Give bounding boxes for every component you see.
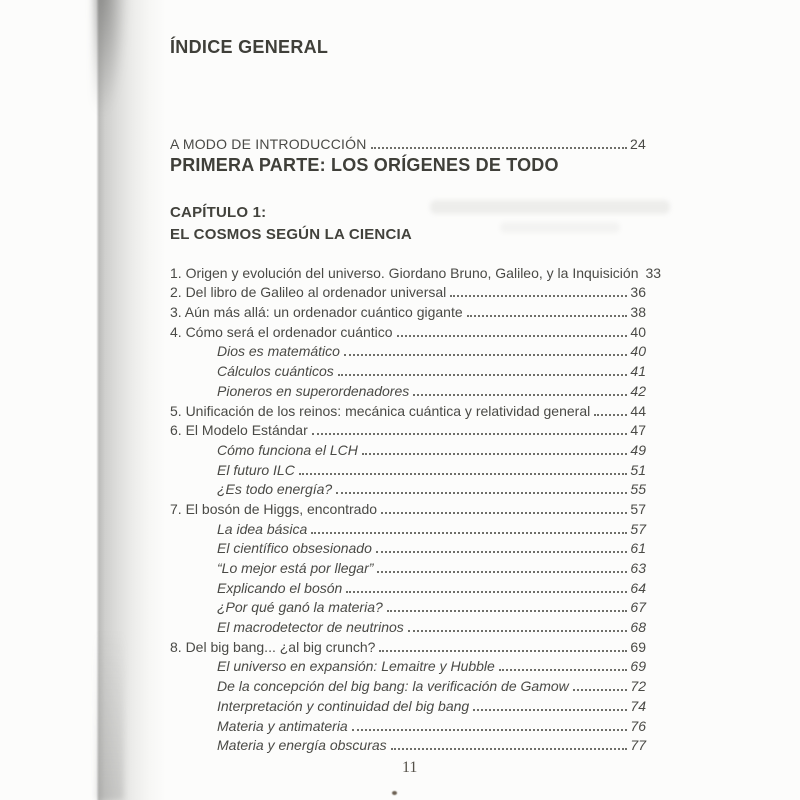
toc-entry <box>170 261 662 281</box>
toc-entry <box>170 458 646 478</box>
dot-leader <box>362 453 628 455</box>
toc-entry-page: 68 <box>630 619 646 636</box>
toc-entry-page: 36 <box>630 284 646 301</box>
toc-intro-entry <box>170 136 646 152</box>
toc-entry <box>170 596 646 616</box>
toc-entry-label: El macrodetector de neutrinos <box>217 619 404 636</box>
toc-entry-page: 76 <box>630 717 646 734</box>
toc-entry-page: 77 <box>630 737 646 754</box>
dot-leader <box>391 748 628 750</box>
toc-entry-page: 49 <box>630 441 646 458</box>
toc-entry-label: Cálculos cuánticos <box>217 363 334 380</box>
toc-entry-page: 69 <box>630 638 646 655</box>
toc-entry-label: Materia y antimateria <box>217 717 348 734</box>
toc-entry <box>170 537 646 557</box>
toc-entry-label: 6. El Modelo Estándar <box>170 422 308 439</box>
toc-entry-page: 33 <box>645 264 662 281</box>
toc-entry <box>170 655 646 675</box>
toc-entry-page: 57 <box>630 500 646 517</box>
toc-entry-label: 2. Del libro de Galileo al ordenador universal <box>170 284 447 301</box>
toc-entry-label: Explicando el bosón <box>217 579 343 596</box>
toc-entry-page: 47 <box>630 422 646 439</box>
chapter-heading-line2: EL COSMOS SEGÚN LA CIENCIA <box>170 225 412 243</box>
toc-entry-label: 4. Cómo será el ordenador cuántico <box>170 323 393 340</box>
footer-page-number: 11 <box>402 759 418 776</box>
toc-entry-page: 40 <box>630 323 646 340</box>
toc-entry <box>170 281 646 301</box>
toc-entry-page: 41 <box>630 363 646 380</box>
toc-entry <box>170 615 646 635</box>
toc-entry-label: El universo en expansión: Lemaitre y Hubble <box>217 658 495 675</box>
dot-leader <box>381 512 627 514</box>
toc-entry <box>170 734 646 754</box>
toc-entry-label: Cómo funciona el LCH <box>217 441 358 458</box>
part-heading: PRIMERA PARTE: LOS ORÍGENES DE TODO <box>170 155 559 175</box>
toc-entry-label: Pioneros en superordenadores <box>217 382 410 399</box>
toc-entry-page: 67 <box>630 599 646 616</box>
toc-entry-label: Dios es matemático <box>217 343 340 360</box>
dot-leader <box>377 571 627 573</box>
toc-entry-label: El científico obsesionado <box>217 540 372 557</box>
dot-leader <box>408 630 628 632</box>
toc-entry <box>170 438 646 458</box>
toc-entry <box>170 576 646 596</box>
toc-entry-page: 38 <box>630 304 646 321</box>
toc-entry-page: 51 <box>630 461 646 478</box>
toc-entry-page: 42 <box>630 382 646 399</box>
dot-leader <box>473 709 627 711</box>
toc-entry <box>170 300 646 320</box>
toc-entry-label: “Lo mejor está por llegar” <box>217 560 374 576</box>
toc-entry-label: La idea básica <box>217 520 308 537</box>
toc-entry <box>170 694 646 714</box>
toc-entry-label: 3. Aún más allá: un ordenador cuántico gigante <box>170 304 463 321</box>
toc-entry-page: 74 <box>630 697 646 714</box>
chapter-heading-line1: CAPÍTULO 1: <box>170 204 267 221</box>
bleed-through-artifact <box>430 200 670 214</box>
toc-entry-label: 8. Del big bang... ¿al big crunch? <box>170 638 376 655</box>
toc-entry <box>170 340 646 360</box>
toc-entry-label: A MODO DE INTRODUCCIÓN <box>170 136 367 152</box>
bleed-through-artifact <box>500 222 620 233</box>
dot-leader <box>594 414 627 416</box>
dot-leader <box>413 394 627 396</box>
toc-entry <box>170 714 646 734</box>
toc-entry <box>170 517 646 537</box>
dot-leader <box>336 492 627 494</box>
toc-entry <box>170 478 646 498</box>
toc-entry-label: ¿Es todo energía? <box>217 481 333 498</box>
toc-entry <box>170 419 646 439</box>
toc-entry <box>170 359 646 379</box>
dot-leader <box>311 532 627 534</box>
toc-entry <box>170 379 646 399</box>
toc-entry <box>170 320 646 340</box>
toc-entry-label: ¿Por qué ganó la materia? <box>217 599 383 616</box>
toc-entry-label: El futuro ILC <box>217 461 295 478</box>
toc-entry-page: 40 <box>630 343 646 360</box>
toc-entry <box>170 497 646 517</box>
dot-leader <box>376 551 628 553</box>
dot-leader <box>338 374 628 376</box>
toc-entry-label: De la concepción del big bang: la verificación de Gamow <box>217 678 569 695</box>
toc-entry-label: 7. El bosón de Higgs, encontrado <box>170 500 378 517</box>
toc-entry-page: 64 <box>630 579 646 596</box>
toc-entry-label: 1. Origen y evolución del universo. Giordano Bruno, Galileo, y la Inquisición <box>170 264 639 281</box>
dot-leader <box>397 335 628 337</box>
dot-leader <box>467 315 628 317</box>
toc-entry-page: 24 <box>630 136 646 152</box>
toc-entry <box>170 399 646 419</box>
ink-speck <box>392 791 397 795</box>
toc-entry-page: 44 <box>630 402 646 419</box>
toc-entry-page: 61 <box>630 540 646 557</box>
dot-leader <box>344 354 627 356</box>
toc-entry-label: Interpretación y continuidad del big bang <box>217 697 470 714</box>
toc-entry-page: 72 <box>630 678 646 695</box>
toc-entry-page: 69 <box>630 658 646 675</box>
toc-entry <box>170 556 646 576</box>
toc-entry <box>170 674 646 694</box>
toc-entry-label: 5. Unificación de los reinos: mecánica cuántica y relatividad general <box>170 402 591 419</box>
chapter-heading <box>170 202 412 245</box>
dot-leader <box>379 650 627 652</box>
page-title: ÍNDICE GENERAL <box>170 37 329 57</box>
dot-leader <box>499 669 628 671</box>
toc-entry-page: 63 <box>630 560 646 576</box>
dot-leader <box>352 729 628 731</box>
toc-entries <box>170 261 662 754</box>
toc-entry-label: Materia y energía obscuras <box>217 737 387 754</box>
toc-entry <box>170 635 646 655</box>
dot-leader <box>346 591 627 593</box>
dot-leader <box>312 433 628 435</box>
dot-leader <box>371 147 627 149</box>
dot-leader <box>299 473 628 475</box>
dot-leader <box>450 295 627 297</box>
book-binding-shadow <box>96 0 166 800</box>
toc-entry-page: 57 <box>630 520 646 537</box>
dot-leader <box>573 689 628 691</box>
toc-entry-page: 55 <box>630 481 646 498</box>
dot-leader <box>387 610 628 612</box>
